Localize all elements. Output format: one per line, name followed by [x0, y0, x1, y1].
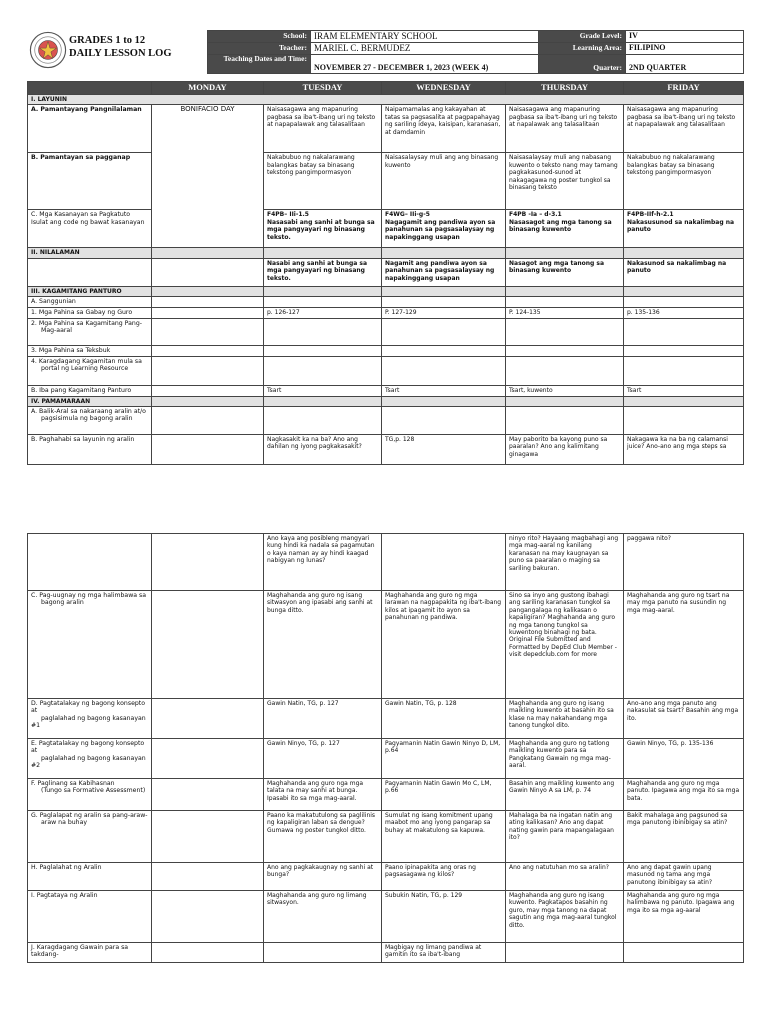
- cell: Maghahanda ang guro ng isang maikling kuwento at basahin ito sa klase na may nakahandang mga tanong tungkol dito.: [506, 699, 624, 739]
- row-label: [28, 318, 152, 345]
- cell: [152, 385, 264, 396]
- cell: May paborito ba kayong puno sa paaralan? Ano ang kalimitang ginagawa: [506, 435, 624, 465]
- table-row: [28, 318, 744, 345]
- cell: [152, 297, 264, 307]
- cell: Gawin Natin, TG, p. 128: [382, 699, 506, 739]
- cell: Tsart: [624, 385, 744, 396]
- cell: [506, 286, 624, 296]
- cell: [506, 258, 624, 286]
- section-row: [28, 248, 744, 258]
- table-row: [28, 779, 744, 811]
- lesson-log-table-page-1: [27, 81, 744, 465]
- cell: [382, 356, 506, 385]
- table-row: [28, 153, 744, 210]
- cell: [152, 891, 264, 943]
- cell: [264, 345, 382, 356]
- cell: Maghahanda ang guro ng isang sitwasyon ang ipasabi ang sanhi at bunga ditto.: [264, 591, 382, 699]
- cell: p. 126-127: [264, 307, 382, 318]
- cell: [382, 318, 506, 345]
- cell: Tsart: [264, 385, 382, 396]
- row-label: [28, 779, 152, 811]
- cell: Nagkasakit ka na ba? Ano ang dahilan ng iyong pagkakasakit?: [264, 435, 382, 465]
- teacher-label: Teacher:: [208, 43, 311, 55]
- cell: Ano-ano ang mga panuto ang nakasulat sa tsart? Basahin ang mga ito.: [624, 699, 744, 739]
- cell: [152, 943, 264, 963]
- table-row: [28, 307, 744, 318]
- cell: [624, 318, 744, 345]
- cell: [152, 307, 264, 318]
- cell: [28, 258, 152, 286]
- table-row: [28, 943, 744, 963]
- table-row: [28, 699, 744, 739]
- row-label-line: Mag-aaral: [41, 327, 72, 335]
- cell: [382, 396, 506, 406]
- row-label: [28, 356, 152, 385]
- day-tuesday: TUESDAY: [264, 82, 382, 95]
- cell: [152, 739, 264, 779]
- cell: [624, 258, 744, 286]
- row-label: A. Pamantayang Pangnilalaman: [28, 105, 152, 153]
- row-label-line: portal ng Learning Resource: [41, 365, 129, 373]
- cell: [506, 396, 624, 406]
- row-label-line: E. Pagtatalakay ng bagong konsepto at: [31, 740, 145, 755]
- cell: Gawin Natin, TG, p. 127: [264, 699, 382, 739]
- cell: [152, 286, 264, 296]
- cell: [152, 356, 264, 385]
- cell: [506, 407, 624, 435]
- row-label-line: A. Balik-Aral sa nakaraang aralin at/o: [31, 408, 146, 416]
- table-row: [28, 534, 744, 591]
- cell: Naisasalaysay muli ang ang binasang kuwento: [382, 153, 506, 210]
- cell: [624, 248, 744, 258]
- cell: Maghahanda ang guro ng mga larawan na nagpapakita ng iba't-ibang kilos at ipagamit ito ayon sa panahunan ng pandiwa.: [382, 591, 506, 699]
- cell: [624, 407, 744, 435]
- cell: Sumulat ng isang komitment upang maabot mo ang iyong pangarap sa buhay at makatulong sa kapuwa.: [382, 811, 506, 863]
- cell: Nakabubuo ng nakalarawang balangkas batay sa binasang tekstong pangimpormasyon: [624, 153, 744, 210]
- section-layunin: I. LAYUNIN: [28, 95, 744, 105]
- competency: Nasasagot ang mga tanong sa binasang kuwento: [509, 218, 612, 234]
- day-thursday: THURSDAY: [506, 82, 624, 95]
- row-label: B. Iba pang Kagamitang Panturo: [28, 385, 152, 396]
- document-title: [69, 34, 172, 60]
- cell: Paano ka makatutulong sa paglilinis ng kapaligiran laban sa dengue? Gumawa ng poster tungkol ditto.: [264, 811, 382, 863]
- competency: Nagagamit ang pandiwa ayon sa panahunan sa pagsasalaysay ng napakinggang usapan: [385, 218, 496, 241]
- cell: Maghahanda ang guro nga mga talata na may sanhi at bunga. Ipasabi ito sa mga mag-aaral.: [264, 779, 382, 811]
- document-header: [27, 30, 743, 74]
- cell: [152, 435, 264, 465]
- row-label: J. Karagdagang Gawain para sa takdang-: [28, 943, 152, 963]
- row-label-line: F. Paglinang sa Kabihasnan: [31, 780, 115, 787]
- cell: [152, 318, 264, 345]
- cell: [264, 407, 382, 435]
- cell: [506, 248, 624, 258]
- cell: [506, 943, 624, 963]
- cell: [382, 286, 506, 296]
- header-info-table: [207, 30, 744, 74]
- code: F4PB– IIi-1.5: [267, 211, 309, 219]
- row-label: 3. Mga Pahina sa Teksbuk: [28, 345, 152, 356]
- cell: Naipamamalas ang kakayahan at tatas sa pagsasalita at pagpapahayag ng sariling ideya, kaisipan, karanasan, at damdamin: [382, 105, 506, 153]
- area-value: FILIPINO: [626, 43, 744, 55]
- row-label: [28, 811, 152, 863]
- cell: Pagyamanin Natin Gawin Ninyo D, LM, p.64: [382, 739, 506, 779]
- cell: [264, 286, 382, 296]
- cell: Nakagawa ka na ba ng calamansi juice? Ano-ano ang mga steps sa: [624, 435, 744, 465]
- row-label: 1. Mga Pahina sa Gabay ng Guro: [28, 307, 152, 318]
- cell: [506, 297, 624, 307]
- cell: [506, 356, 624, 385]
- table-row: [28, 345, 744, 356]
- table-row: [28, 435, 744, 465]
- cell: [382, 407, 506, 435]
- table-row: [28, 105, 744, 153]
- cell: [152, 863, 264, 891]
- cell: Basahin ang maikling kuwento ang Gawin Ninyo A sa LM, p. 74: [506, 779, 624, 811]
- row-label: [28, 699, 152, 739]
- teacher-value: MARIEL C. BERMUDEZ: [311, 43, 539, 55]
- cell: [624, 356, 744, 385]
- content: Nagamit ang pandiwa ayon sa panahunan sa pagsasalaysay ng napakinggang usapan: [385, 259, 495, 282]
- cell: Maghahanda ang guro ng tsart na may mga panuto na susundin ng mga mag-aaral.: [624, 591, 744, 699]
- cell: Mahalaga ba na ingatan natin ang ating kalikasan? Ano ang dapat nating gawin para mapangalagaan ito?: [506, 811, 624, 863]
- quarter-value: 2ND QUARTER: [626, 55, 744, 74]
- row-label: H. Paglalahat ng Aralin: [28, 863, 152, 891]
- cell: [152, 396, 264, 406]
- cell: Maghahanda ang guro ng mga halimbawa ng panuto. Ipagawa ang mga ito sa mga ag-aaral: [624, 891, 744, 943]
- cell: [152, 534, 264, 591]
- cell: Naisasagawa ang mapanuring pagbasa sa iba't-ibang uri ng teksto at napalawak ang talasalitaan: [506, 105, 624, 153]
- row-label: C. Mga Kasanayan sa Pagkatuto Isulat ang code ng bawat kasanayan: [28, 210, 152, 248]
- row-label: [28, 407, 152, 435]
- row-label-line: pagsisimula ng bagong aralin: [41, 415, 133, 423]
- grade-value: IV: [626, 31, 744, 43]
- row-label: [28, 591, 152, 699]
- title-line-2: DAILY LESSON LOG: [69, 48, 172, 59]
- row-label-line: paglalahad ng bagong kasanayan #2: [31, 754, 146, 770]
- table-row: [28, 356, 744, 385]
- cell: Maghahanda ang guro ng limang sitwasyon.: [264, 891, 382, 943]
- cell: [264, 210, 382, 248]
- cell: Tsart: [382, 385, 506, 396]
- cell: [264, 356, 382, 385]
- cell: P. 124-135: [506, 307, 624, 318]
- cell: [264, 258, 382, 286]
- day-monday: MONDAY: [152, 82, 264, 95]
- grade-label: Grade Level:: [539, 31, 626, 43]
- cell: Maghahanda ang guro ng mga panuto. Ipagawa ang mga ito sa mga bata.: [624, 779, 744, 811]
- cell: Naisasagawa ang mapanuring pagbasa sa iba't-ibang uri ng teksto at napapalawak ang talasalitaan: [264, 105, 382, 153]
- cell: Paano ipinapakita ang oras ng pagsasagawa ng kilos?: [382, 863, 506, 891]
- cell: paggawa nito?: [624, 534, 744, 591]
- monday-note-text: BONIFACIO DAY: [180, 105, 235, 114]
- content: Nasabi ang sanhi at bunga sa mga pangyayari ng binasang teksto.: [267, 259, 368, 282]
- area-label: Learning Area:: [539, 43, 626, 55]
- cell: P. 127-129: [382, 307, 506, 318]
- row-label-line: paglalahad ng bagong kasanayan #1: [31, 714, 146, 730]
- cell: [624, 396, 744, 406]
- cell: [382, 534, 506, 591]
- cell: [506, 318, 624, 345]
- cell: Ano ang natutuhan mo sa aralin?: [506, 863, 624, 891]
- cell: [152, 407, 264, 435]
- cell: Tsart, kuwento: [506, 385, 624, 396]
- competency: Nasasabi ang sanhi at bunga sa mga pangyayari ng binasang teksto.: [267, 218, 375, 241]
- cell: [264, 396, 382, 406]
- cell: Gawin Ninyo, TG, p. 127: [264, 739, 382, 779]
- cell: [152, 779, 264, 811]
- section-row: [28, 396, 744, 406]
- cell: [382, 210, 506, 248]
- dates-value: NOVEMBER 27 - DECEMBER 1, 2023 (WEEK 4): [311, 55, 539, 74]
- lesson-log-table-page-2: [27, 533, 744, 963]
- section-row: [28, 95, 744, 105]
- cell: Pagyamanin Natin Gawin Mo C, LM, p.66: [382, 779, 506, 811]
- table-row: [28, 258, 744, 286]
- row-label: B. Pamantayan sa pagganap: [28, 153, 152, 210]
- row-label-line: (Tungo sa Formative Assessment): [41, 787, 146, 795]
- cell: p. 135-136: [624, 307, 744, 318]
- cell: [506, 210, 624, 248]
- day-header-blank: [28, 82, 152, 95]
- table-row: [28, 591, 744, 699]
- code: F4PB-IIf-h-2.1: [627, 211, 674, 219]
- cell: Ano ang pagkakaugnay ng sanhi at bunga?: [264, 863, 382, 891]
- cell: Maghahanda ang guro ng isang kuwento. Pagkatapos basahin ng guro, may mga tanong na dapat sagutin ang mga mag-aaral tungkol ditto.: [506, 891, 624, 943]
- row-label-line: bagong aralin: [41, 599, 84, 607]
- cell: Gawin Ninyo, TG, p. 135-136: [624, 739, 744, 779]
- cell: [152, 248, 264, 258]
- cell: Subukin Natin, TG, p. 129: [382, 891, 506, 943]
- table-row: [28, 297, 744, 307]
- row-label-line: 2. Mga Pahina sa Kagamitang Pang-: [31, 319, 143, 327]
- cell: Ano ang dapat gawin upang masunod ng tama ang mga panutong ibinibigay sa atin?: [624, 863, 744, 891]
- table-row: [28, 811, 744, 863]
- day-wednesday: WEDNESDAY: [382, 82, 506, 95]
- cell: [264, 297, 382, 307]
- cell: [382, 297, 506, 307]
- cell: [624, 286, 744, 296]
- table-row: [28, 210, 744, 248]
- cell: [152, 345, 264, 356]
- row-label: I. Pagtataya ng Aralin: [28, 891, 152, 943]
- section-pamamaraan: IV. PAMAMARAAN: [28, 396, 152, 406]
- cell: Naisasalaysay muli ang nabasang kuwento o teksto nang may tamang pagkakasunod-sunod at nakagagawa ng poster tungkol sa binasang teksto: [506, 153, 624, 210]
- cell: [264, 943, 382, 963]
- section-row: [28, 286, 744, 296]
- cell: Maghahanda ang guro ng tatlong maikling kuwento para sa Pangkatang Gawain ng mga mag-aaral.: [506, 739, 624, 779]
- cell: [382, 258, 506, 286]
- table-row: [28, 739, 744, 779]
- day-friday: FRIDAY: [624, 82, 744, 95]
- cell: [152, 258, 264, 286]
- table-row: [28, 863, 744, 891]
- cell: [152, 811, 264, 863]
- cell: [152, 699, 264, 739]
- cell: [382, 345, 506, 356]
- row-label-line: D. Pagtatalakay ng bagong konsepto at: [31, 700, 146, 715]
- title-line-1: GRADES 1 to 12: [69, 35, 146, 46]
- cell: [624, 210, 744, 248]
- cell: Sino sa inyo ang gustong ibahagi ang sariling karanasan tungkol sa pangangalaga ng kalikasan o kapaligiran? Maghahanda ang guro ng mga tanong tungkol sa kuwentong binahagi ng bata. Original File Submitted and Formatted by DepEd Club Member - visit depedclub.com for more: [506, 591, 624, 699]
- row-label: B. Paghahabi sa layunin ng aralin: [28, 435, 152, 465]
- code: F4PB -Ia – d-3.1: [509, 211, 562, 219]
- cell: [28, 534, 152, 591]
- cell: [264, 318, 382, 345]
- row-label: A. Sanggunian: [28, 297, 152, 307]
- cell: Nakabubuo ng nakalarawang balangkas batay sa binasang tekstong pangimpormasyon: [264, 153, 382, 210]
- cell: Naisasagawa ang mapanuring pagbasa sa iba't-ibang uri ng teksto at napapalawak ang talasalitaan: [624, 105, 744, 153]
- monday-note: [152, 105, 264, 248]
- row-label-line: G. Paglalapat ng aralin sa pang-araw-: [31, 812, 148, 819]
- row-label: [28, 739, 152, 779]
- cell: [506, 345, 624, 356]
- cell: [624, 297, 744, 307]
- table-row: [28, 891, 744, 943]
- cell: [264, 248, 382, 258]
- cell: [382, 248, 506, 258]
- school-label: School:: [208, 31, 311, 43]
- cell: TG,p. 128: [382, 435, 506, 465]
- cell: [624, 345, 744, 356]
- cell: [624, 943, 744, 963]
- row-label-line: 4. Karagdagang Kagamitan mula sa: [31, 357, 142, 365]
- cell: Ano kaya ang posibleng mangyari kung hindi ka nadala sa pagamutan o kaya naman ay ay hindi kaagad nabigyan ng lunas?: [264, 534, 382, 591]
- competency: Nakasusunod sa nakalimbag na panuto: [627, 218, 735, 234]
- table-row: [28, 407, 744, 435]
- day-header-row: [28, 82, 744, 95]
- section-kagamitan: III. KAGAMITANG PANTURO: [28, 286, 152, 296]
- code: F4WG– IIi-g-5: [385, 211, 430, 219]
- content: Nasagot ang mga tanong sa binasang kuwento: [509, 259, 605, 275]
- school-value: IRAM ELEMENTARY SCHOOL: [311, 31, 539, 43]
- content: Nakasunod sa nakalimbag na panuto: [627, 259, 727, 275]
- row-label-line: C. Pag-uugnay ng mga halimbawa sa: [31, 592, 147, 599]
- dates-label: Teaching Dates and Time:: [208, 55, 311, 74]
- deped-seal-icon: [29, 30, 67, 70]
- section-nilalaman: II. NILALAMAN: [28, 248, 152, 258]
- cell: Magbigay ng limang pandiwa at gamitin ito sa iba't-ibang: [382, 943, 506, 963]
- cell: ninyo rito? Hayaang magbahagi ang mga mag-aaral ng kanilang karanasan na may kaugnayan sa puno sa paaralan o maging sa sariling bakuran.: [506, 534, 624, 591]
- quarter-label: Quarter:: [539, 55, 626, 74]
- cell: [152, 591, 264, 699]
- table-row: [28, 385, 744, 396]
- row-label-line: araw na buhay: [41, 819, 88, 827]
- cell: Bakit mahalaga ang pagsunod sa mga panutong ibinibigay sa atin?: [624, 811, 744, 863]
